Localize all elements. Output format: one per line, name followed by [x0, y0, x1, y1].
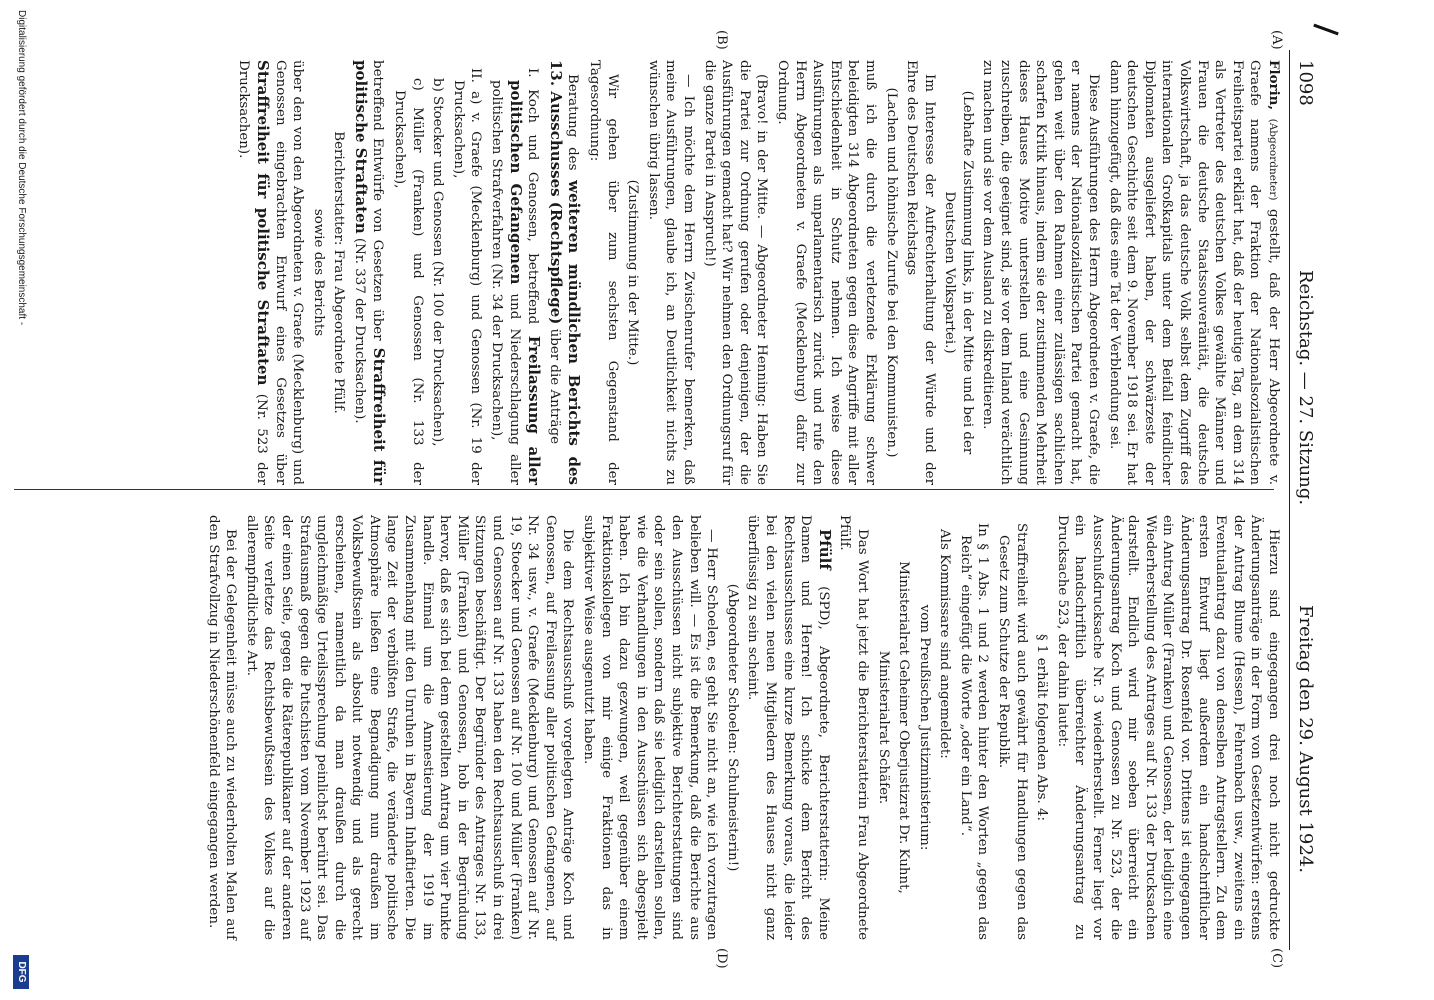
speaker-role: Abgeordneter: [1267, 122, 1279, 197]
paragraph-text: (SPD), Abgeordnete, Berichterstatterin: Meine Damen und Herren! Ich schicke dem Bericht des Rechtsausschusses eine kurze Bemerkung voraus, die leider bei den vielen neuen Mitgliedern des Hauses nicht ganz überflüssig zu sein scheint.: [745, 515, 831, 940]
commissioner: Ministerialrat Schäfer.: [875, 650, 891, 805]
text: über die Anträge: [546, 324, 562, 445]
footer-text: Digitalisierung gefördert durch die Deutsche Forschungsgemeinschaft -: [16, 10, 27, 326]
motion-item: c) Müller (Franken) und Genossen (Nr. 133 der Drucksachen),: [392, 78, 425, 485]
interjection: (Zustimmung in der Mitte.): [625, 179, 641, 366]
text: betreffend Entwürfe von Gesetzen über: [370, 60, 386, 348]
dfg-logo: DFG: [13, 955, 29, 989]
interjection: (Lebhafte Zustimmung links, in der Mitte und bei der Deutschen Volkspartei.): [942, 90, 975, 455]
paragraph: — Ich möchte dem Herrn Zwischenrufer bemerken, daß meine Ausführungen, glaube ich, an Deutlichkeit nichts zu wünschen übrig lassen.: [645, 60, 696, 485]
paragraph: sowie des Berichts: [310, 208, 326, 337]
bold-text: weiteren mündlichen Berichts des 13. Ausschusses (Rechtspflege): [546, 60, 584, 485]
bold-text: Straffreiheit für politische Straftaten: [253, 60, 272, 386]
margin-mark-a: (A): [1269, 30, 1284, 50]
running-title: Reichstag. — 27. Sitzung.: [1295, 270, 1316, 506]
margin-mark-d: (D): [714, 948, 729, 969]
motion-item: [487, 60, 542, 485]
digitization-footer: [9, 0, 31, 1000]
speaker-name: Florin,: [1266, 60, 1282, 111]
margin-mark-b: (B): [714, 30, 729, 50]
paragraph: Das Wort hat jetzt die Berichterstatterin Frau Abgeordnete Pfülf.: [837, 515, 870, 940]
page-header: [1289, 50, 1316, 950]
bold-text: Straffreiheit für politische Straftaten: [351, 60, 389, 485]
session-date: Freitag den 29. August 1924.: [1295, 605, 1316, 873]
paragraph: Hierzu sind eingegangen drei noch nicht gedruckte Änderungsanträge in der Form von Gesetzentwürfen: erstens der Antrag Blume (Hessen), Fehrenbach usw., zweitens ein Eventualantrag dazu von denselben Antragstellern. Zu dem ersten Entwurf liegt außerdem ein handschriftlicher Änderungsantrag Dr. Rosenfeld vor. Drittens ist eingegangen ein Antrag Müller (Franken) und Genossen, der lediglich eine Wiederherstellung des Antrages auf Nr. 133 der Drucksachen darstellt. Endlich wird mir soeben überreicht ein Änderungsantrag Koch und Genossen zu Nr. 523, der die Ausschußdrucksache Nr. 3 wiederherstellt. Ferner liegt vor ein handschriftlich überreichter Änderungsantrag zu Drucksache 523, der dahin lautet:: [1054, 515, 1281, 940]
paragraph: Als Kommissare sind angemeldet:: [937, 529, 953, 759]
speaker-name: Pfülf: [815, 529, 834, 570]
text: und Niederschlagung aller politischen Strafverfahren (Nr. 34 der Drucksachen),: [489, 80, 522, 485]
rapporteur: Berichterstatter: Frau Abgeordnete Pfülf.: [331, 131, 347, 414]
text: (Nr. 337 der Drucksachen).: [351, 233, 367, 424]
paragraph: muß ich die durch die verletzende Erklärung schwer beleidigten 314 Abgeordneten gegen diese Angriffe mit aller Entschiedenheit in Schutz nehmen. Ich weise diese Ausführungen als unparlamentarisch zurück und rufe den Herrn Abgeordneten v. Graefe (Mecklenburg) dafür zur Ordnung.: [774, 60, 878, 485]
paragraph: Wir gehen über zum sechsten Gegenstand der Tagesordnung:: [587, 60, 620, 485]
paragraph: — Herr Schoelen, es geht Sie nicht an, wie ich vorzutragen belieben will. — Es ist die Bemerkung, daß die Berichte aus den Ausschüssen nicht subjektive Berichterstattungen sind oder sein sollen, sondern daß sie lediglich darstellen sollen, wie die Verhandlungen in den Ausschüssen sich abgespielt haben. Ich bin dazu gezwungen, weil gegenüber einem Fraktionskollegen von mir einige Fraktionen das in subjektiver Weise ausgenutzt haben.: [581, 515, 720, 940]
paragraph-text: gestellt, daß der Herr Abgeordnete v. Graefe namens der Fraktion der Nationalsozialistischen Freiheitspartei erklärt hat, daß der heutige Tag, an dem 314 als Vertreter des deutschen Volkes gewählte Männer und Frauen die deutsche Staatssouveränität, die deutsche Volkswirtschaft, ja das deutsche Volk selbst dem Zugriff des internationalen Großkapitals unter dem Beifall feindlicher Diplomaten ausgeliefert haben, der schwärzeste der deutschen Geschichte seit dem 9. November 1918 sei. Er hat dann hinzugefügt, daß dies eine Tat der Verblendung sei.: [1106, 60, 1281, 486]
text: (Nr. 523 der Drucksachen).: [236, 60, 269, 486]
margin-mark-c: (C): [1269, 948, 1284, 969]
text: I. Koch und Genossen, betreffend: [525, 68, 541, 336]
paragraph: [744, 515, 833, 940]
interjection: (Lachen und höhnische Zurufe bei den Kommunisten.): [883, 87, 899, 458]
paragraph: Die dem Rechtsausschuß vorgelegten Anträge Koch und Genossen, auf Freilassung aller politischen Gefangenen, auf Nr. 34 usw., v. Graefe (Mecklenburg) und Genossen auf Nr. 19, Stoecker und Genossen auf Nr. 100 und Müller (Franken) und Genossen auf Nr. 133 haben den Rechtsausschuß in drei Sitzungen beschäftigt. Der Begründer des Antrages Nr. 133, Müller (Franken) und Genossen, hob in der Begründung hervor, daß es sich bei dem gestellten Antrag um vier Punkte handle. Einmal um die Amnestierung der 1919 im Zusammenhang mit den Unruhen in Bayern Inhaftierten. Die lange Zeit der verbüßten Strafe, die veränderte politische Atmosphäre ließen eine Begnadigung nun draußen im Volksbewußtsein als absolut notwendig und als gerecht erscheinen, namentlich da man draußen durch die ungleichmäßige Urteilssprechung peinlichst berührt sei. Das Strafausmaß gegen die Putschisten vom November 1923 auf der einen Seite, gegen die Räterepublikaner auf der anderen Seite verletze das Rechtsbewußtsein des Volkes auf die allerempfindlichste Art.: [243, 515, 576, 940]
motion-subject: [235, 60, 306, 485]
right-column: [201, 515, 1282, 940]
text: Beratung des: [565, 74, 581, 181]
quoted-text: In § 1 Abs. 1 und 2 werden hinter den Worten „gegen das Reich“ eingefügt die Worte „oder ein Land“.: [957, 523, 991, 940]
motion-subject: [350, 60, 387, 485]
text: über den von den Abgeordneten v. Graefe (Mecklenburg) und Genossen eingebrachten Entwurf eines Gesetzes über: [272, 60, 306, 485]
interjection: (Abgeordneter Schoelen: Schulmeisterin!): [724, 583, 740, 872]
quoted-text: Straffreiheit wird auch gewährt für Handlungen gegen das Gesetz zum Schutze der Republik.: [996, 523, 1029, 940]
agenda-item: [545, 60, 582, 485]
paragraph: Diese Ausführungen des Herrn Abgeordneten v. Graefe, die er namens der Nationalsozialistischen Partei gemacht hat, gehen weit über den Rahmen einer zulässigen sachlichen scharfen Kritik hinaus, indem sie der zustimmenden Mehrheit dieses Hauses Motive unterstellen und eine Gesinnung zuschreiben, die geeignet sind, sie vor dem Inland verächtlich zu machen und sie vor dem Ausland zu diskreditieren.: [980, 60, 1102, 485]
pen-mark: [1313, 24, 1338, 36]
paragraph: vom Preußischen Justizministerium:: [916, 604, 932, 851]
paragraph: Bei der Gelegenheit müsse auch zu wiederholten Malen auf den Strafvollzug in Niederschönenfeld eingegangen werden.: [205, 515, 239, 940]
motion-item: b) Stoecker und Genossen (Nr. 100 der Drucksachen),: [430, 78, 446, 447]
left-column: [232, 60, 1282, 485]
interjection: (Bravo! in der Mitte. — Abgeordneter Henning: Haben Sie die Partei zur Ordnung gerufen oder denjenigen, der die Ausführungen gemacht hat? Wir nehmen den Ordnungsruf für die ganze Partei in Anspruch!): [701, 60, 770, 485]
paragraph: § 1 erhält folgenden Abs. 4:: [1034, 633, 1050, 822]
paragraph: Im Interesse der Aufrechterhaltung der Würde und der Ehre des Deutschen Reichstags: [904, 60, 937, 485]
bold-text: Freilassung aller politischen Gefangenen: [506, 80, 544, 486]
paragraph: Florin, (Abgeordneter) gestellt, daß der Herr Abgeordnete v. Graefe namens der Fraktion der Nationalsozialistischen Freiheitspartei erklärt hat, daß der heutige Tag, an dem 314 als Vertreter des deutschen Volkes gewählte Männer und Frauen die deutsche Staatssouveränität, die deutsche Volkswirtschaft, ja das deutsche Volk selbst dem Zugriff des internationalen Großkapitals unter dem Beifall feindlicher Diplomaten ausgeliefert haben, der schwärzeste der deutschen Geschichte seit dem 9. November 1918 sei. Er hat dann hinzugefügt, daß dies eine Tat der Verblendung sei.: [1106, 60, 1282, 486]
column-divider: [14, 489, 1274, 490]
commissioner: Ministerialrat Geheimer Oberjustizrat Dr. Kuhnt,: [896, 561, 912, 894]
page-number: 1098: [1295, 60, 1316, 106]
motion-item: II. a) v. Graefe (Mecklenburg) und Genossen (Nr. 19 der Drucksachen),: [450, 68, 484, 485]
